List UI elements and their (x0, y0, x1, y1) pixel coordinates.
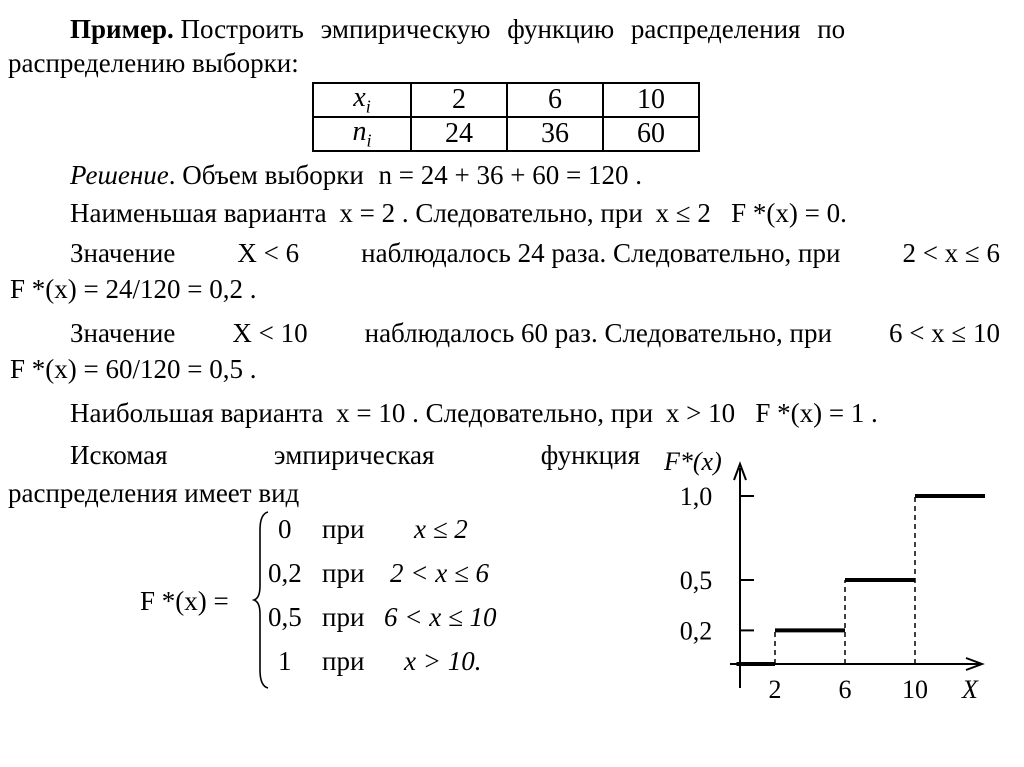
case-value: 1 (278, 646, 292, 676)
solution-text: Значение (70, 238, 176, 268)
heading-line-2: распределению выборки: (8, 48, 299, 78)
case-word: при (322, 646, 365, 676)
solution-text: Искомая (70, 440, 168, 470)
n-value: 24 (411, 117, 507, 151)
case-value: 0,5 (268, 602, 302, 632)
x-axis-label: X (962, 675, 978, 704)
case-word: при (322, 558, 365, 588)
solution-line-2 (70, 200, 847, 227)
formula-line-6: F *(x) = 60/120 = 0,5 . (10, 354, 257, 384)
formula: 2 < x ≤ 6 (902, 238, 1000, 268)
formula: n = 24 + 36 + 60 = 120 . (378, 160, 642, 190)
formula-line-4: F *(x) = 24/120 = 0,2 . (10, 274, 257, 304)
table-row (313, 117, 699, 151)
x-header: $x_i$ (313, 83, 411, 117)
solution-line-5 (70, 320, 1000, 347)
n-value: 36 (507, 117, 603, 151)
case-word: при (322, 514, 365, 544)
formula: x > 10 F *(x) = 1 . (665, 398, 878, 428)
case-condition: x > 10. (404, 646, 482, 676)
x-tick-label: 6 (838, 675, 852, 704)
y-tick-label: 1,0 (679, 482, 713, 511)
y-tick-label: 0,5 (679, 566, 713, 595)
case-condition: 2 < x ≤ 6 (390, 558, 490, 588)
formula: 6 < x ≤ 10 (888, 318, 1000, 348)
formula: X < 6 (237, 238, 300, 268)
solution-text: Следовательно, при (425, 398, 654, 428)
solution-text: эмпирическая (273, 440, 435, 470)
formula: X < 10 (232, 318, 308, 348)
sample-table (312, 82, 700, 152)
solution-text: наблюдалось 60 раз. Следовательно, при (364, 318, 832, 348)
case-word: при (322, 602, 365, 632)
solution-line-1 (70, 162, 642, 189)
task-text: Построить эмпирическую функцию распределения по (180, 14, 846, 44)
solution-line-3 (70, 240, 1000, 267)
empirical-distribution-chart (640, 440, 1020, 720)
left-brace-icon (252, 510, 272, 690)
n-value: 60 (603, 117, 699, 151)
solution-text: Наименьшая варианта (70, 198, 327, 228)
solution-text: Значение (70, 318, 176, 348)
x-tick-label: 10 (902, 675, 928, 704)
case-value: 0,2 (268, 558, 302, 588)
case-condition: 6 < x ≤ 10 (384, 602, 497, 632)
x-tick-label: 2 (768, 675, 782, 704)
solution-label: Решение (70, 160, 169, 190)
solution-line-8 (70, 442, 640, 469)
x-value: 10 (603, 83, 699, 117)
y-axis-label: F*(x) (664, 447, 722, 476)
solution-line-7 (70, 400, 878, 427)
x-value: 2 (411, 83, 507, 117)
case-condition: x ≤ 2 (414, 514, 468, 544)
formula: x ≤ 2 F *(x) = 0. (655, 198, 847, 228)
table-row (313, 83, 699, 117)
heading-line-1 (70, 16, 845, 43)
formula: x = 2 . (339, 198, 409, 228)
solution-text: наблюдалось 24 раза. Следовательно, при (361, 238, 841, 268)
formula: x = 10 . (336, 398, 419, 428)
y-tick-label: 0,2 (679, 616, 713, 646)
solution-text: . Объем выборки (168, 160, 364, 190)
case-value: 0 (278, 514, 292, 544)
x-value: 6 (507, 83, 603, 117)
example-label: Пример. (70, 14, 174, 44)
piecewise-lhs: F *(x) = (140, 586, 229, 616)
solution-line-9: распределения имеет вид (8, 478, 300, 508)
solution-text: функция (540, 440, 640, 470)
solution-text: Следовательно, при (415, 198, 643, 228)
n-header: $n_i$ (313, 117, 411, 151)
solution-text: Наибольшая варианта (70, 398, 324, 428)
